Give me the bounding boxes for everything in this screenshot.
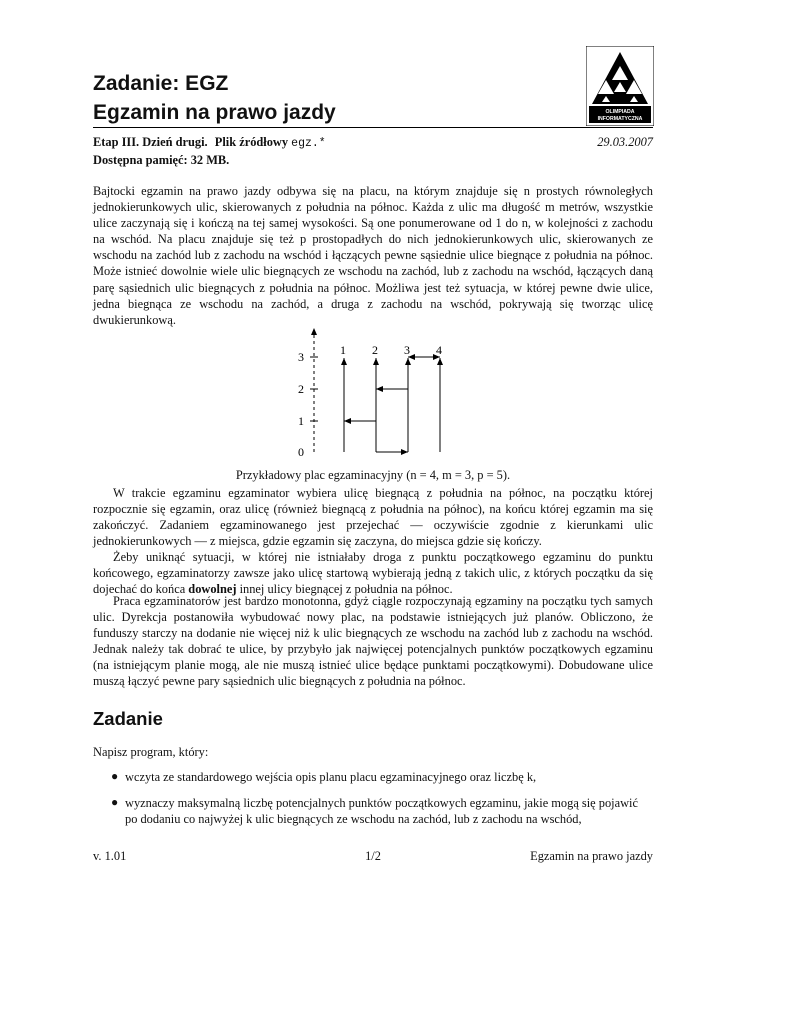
y-label-0: 0 (298, 445, 304, 459)
meta-line (93, 135, 653, 150)
y-label-2: 2 (298, 382, 304, 396)
y-label-3: 3 (298, 350, 304, 364)
street-label-4: 4 (436, 343, 442, 357)
footer-title: Egzamin na prawo jazdy (530, 849, 653, 863)
y-label-1: 1 (298, 414, 304, 428)
bullet-2-icon: ● (111, 795, 119, 809)
paragraph-start-bold: dowolnej (188, 582, 237, 597)
source-file: egz.* (291, 137, 326, 150)
header-rule (93, 127, 653, 128)
footer-page: 1/2 (365, 849, 381, 863)
date: 29.03.2007 (597, 135, 653, 149)
paragraph-intro: Bajtocki egzamin na prawo jazdy odbywa się na placu, na którym znajduje się n prostych równoległych jednokierunkowych ulic, skierowanych z południa na północ. Każda z ulic ma długość m metrów, wszystkie ulice zaczynają się i kończą na tej samej wysokości. Są one ponumerowane od 1 do n, w kolejności z zachodu na wschód. Na placu znajduje się też p prostopadłych do nich jednokierunkowych ulic, skierowanych ze wschodu na zachód lub z zachodu na wschód i łączących pewne sąsiednie ulice biegnące z południa na północ. Może istnieć dowolnie wiele ulic biegnących ze wschodu na zachód, lub z zachodu na wschód, łączących daną parę sąsiednich ulic biegnących z południa na północ. Możliwa jest też sytuacja, w której pewne dwie ulice, jedna biegnąca ze wschodu na zachód, a druga z zachodu na wschód, pokrywają się tworząc ulicę dwukierunkową. (93, 184, 653, 327)
figure-caption: Przykładowy plac egzaminacyjny (n = 4, m = 3, p = 5). (235, 468, 511, 482)
street-label-1: 1 (340, 343, 346, 357)
street-label-3: 3 (404, 343, 410, 357)
street-label-2: 2 (372, 343, 378, 357)
paragraph-start (93, 549, 653, 597)
olympiad-logo (586, 46, 654, 126)
bullet-2: wyznaczy maksymalną liczbę potencjalnych punktów początkowych egzaminu, jakie mogą się pojawić po dodaniu co najwyżej k ulic biegnących ze wschodu na zachód, lub z zachodu na wschód, (125, 796, 638, 827)
footer-version: v. 1.01 (93, 849, 127, 863)
task-title: Zadanie: EGZ (93, 72, 229, 95)
stage-label: Etap III. Dzień drugi. (93, 135, 208, 149)
logo-text-1: OLIMPIADA (605, 109, 635, 115)
paragraph-start-a: Żeby uniknąć sytuacji, w której nie istniałaby droga z punktu początkowego egzaminu do punktu końcowego, egzaminatorzy zawsze jako ulicę startową wybierają jedną z takich ulic, z których początku da się dojechać do końca (93, 550, 653, 597)
source-label: Plik źródłowy (214, 135, 289, 149)
paragraph-start-b: innej ulicy biegnącej z południa na północ. (236, 582, 453, 597)
paragraph-exam: W trakcie egzaminu egzaminator wybiera ulicę biegnącą z południa na północ, na początku której rozpocznie się egzamin, oraz ulicę (również biegnącą z południa na północ), na końcu której egzamin ma się zakończyć. Zadaniem egzaminowanego jest przejechać — oczywiście zgodnie z kierunkami ulic jednokierunkowych — z miejsca, gdzie egzamin się zaczyna, do miejsca gdzie się kończy. (93, 486, 653, 549)
section-title: Zadanie (93, 708, 163, 729)
task-subtitle: Egzamin na prawo jazdy (93, 101, 336, 124)
bullet-1-icon: ● (111, 769, 119, 783)
paragraph-new-yard: Praca egzaminatorów jest bardzo monotonna, gdyż ciągle rozpoczynają egzaminy na początku tych samych ulic. Dyrekcja postanowiła wybudować nowy plac, na podstawie istniejących już planów. Obliczono, że funduszy starczy na dodanie nie więcej niż k ulic biegnących ze wschodu na zachód lub z zachodu na wschód. Jednak należy tak dobrać te ulice, by przybyło jak najwięcej potencjalnych punktów początkowych egzaminu (na istniejącym planie mogą, ale nie muszą istnieć ulice będące punktami początkowymi). Dobudowane ulice muszą łączyć pewne pary sąsiednich ulic biegnących z południa na północ. (93, 594, 653, 689)
memory-limit: Dostępna pamięć: 32 MB. (93, 153, 230, 167)
section-intro: Napisz program, który: (93, 745, 209, 759)
logo-text-2: INFORMATYCZNA (597, 116, 643, 122)
bullet-1: wczyta ze standardowego wejścia opis planu placu egzaminacyjnego oraz liczbę k, (125, 770, 537, 784)
exam-yard-figure (290, 322, 460, 462)
